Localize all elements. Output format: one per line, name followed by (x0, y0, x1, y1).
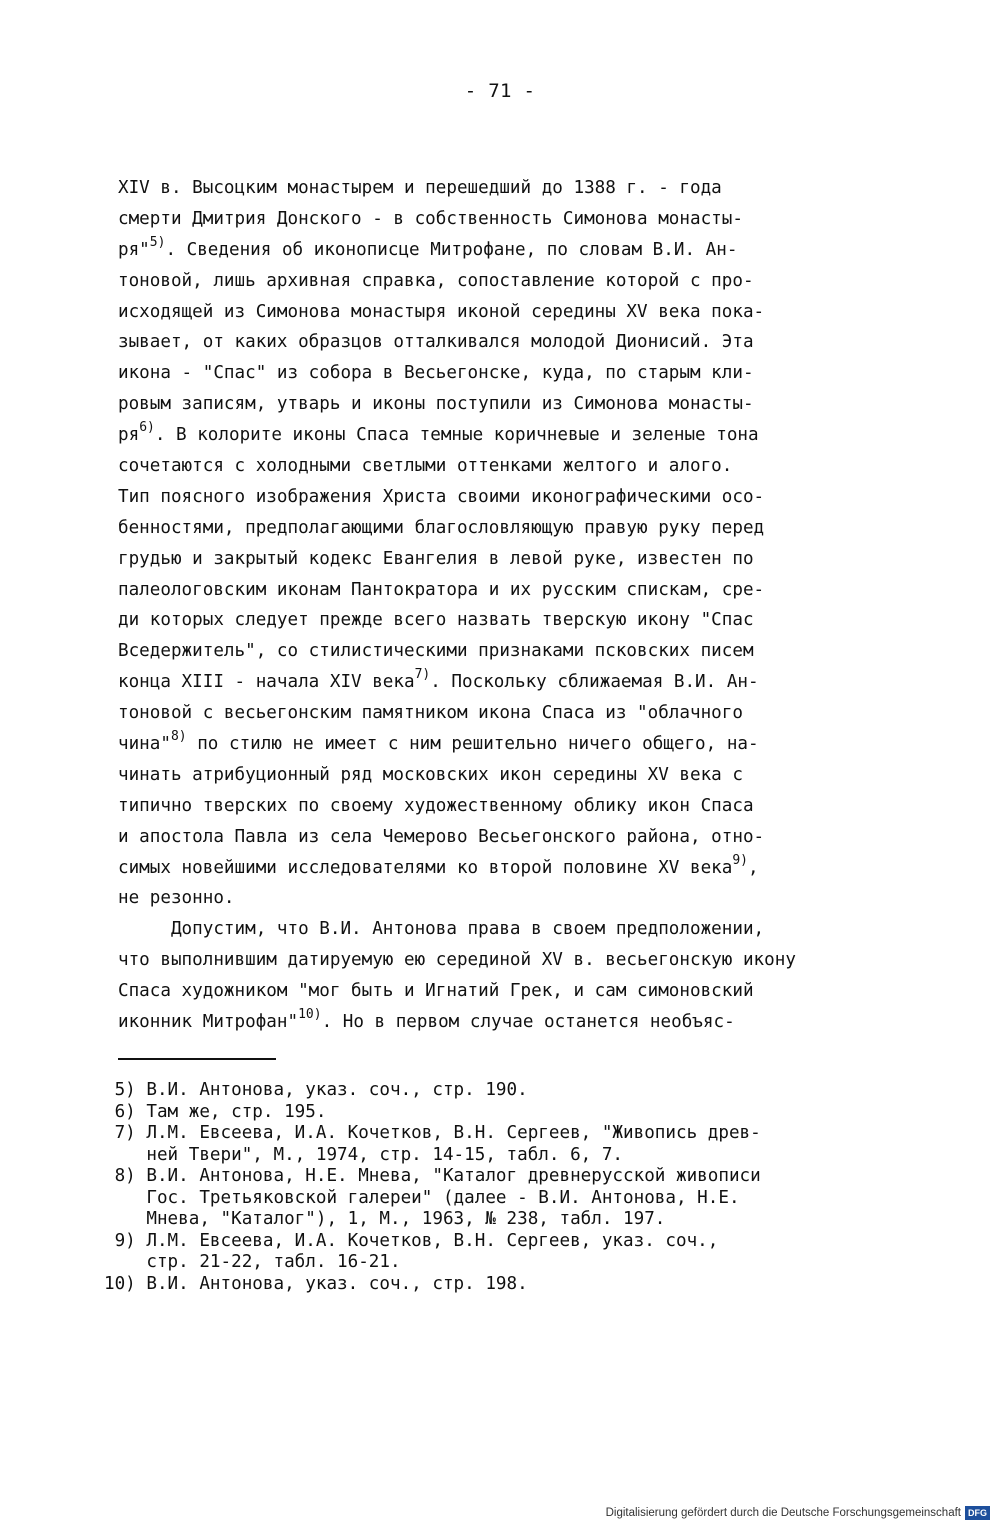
footnote-line: Гос. Третьяковской галереи" (далее - В.И. Антонова, Н.Е. (104, 1187, 740, 1208)
footnote-line: Мнева, "Каталог"), 1, М., 1963, № 238, табл. 197. (104, 1209, 666, 1229)
text-segment: XIV в. Высоцким монастырем и перешедший до 1388 г. - года (118, 178, 722, 198)
text-segment: . Но в первом случае останется необъяс- (321, 1012, 735, 1033)
text-line (118, 451, 908, 482)
footnote-ref: 8) (170, 729, 187, 745)
text-segment: смерти Дмитрия Донского - в собственность Симонова монасты- (118, 208, 743, 229)
text-line (118, 389, 908, 420)
text-segment: сочетаются с холодными светлыми оттенками желтого и алого. (118, 456, 733, 477)
text-segment: палеологовским иконам Пантократора и их русским спискам, сре- (118, 579, 765, 600)
footnote-ref: 7) (414, 667, 431, 683)
text-line (118, 420, 908, 451)
dfg-logo: DFG (965, 1506, 990, 1520)
text-line (118, 513, 908, 544)
text-segment: грудью и закрытый кодекс Евангелия в левой руке, известен по (118, 548, 754, 569)
text-line (118, 1007, 908, 1038)
footnote-ref: 10) (298, 1007, 322, 1023)
footnote-line: ней Твери", М., 1974, стр. 14-15, табл. 6, 7. (104, 1144, 624, 1165)
text-segment: иконник Митрофан" (118, 1012, 299, 1033)
text-segment: не резонно. (118, 888, 235, 909)
text-segment: ровым записям, утварь и иконы поступили из Симонова монасты- (118, 394, 754, 415)
text-line (118, 605, 908, 636)
text-line (118, 853, 908, 884)
footnote-ref: 5) (149, 234, 166, 250)
text-segment: чина" (118, 734, 171, 755)
text-segment: зывает, от каких образцов отталкивался молодой Дионисий. Эта (118, 332, 754, 353)
text-segment: Вседержитель", со стилистическими признаками псковских писем (118, 641, 754, 662)
text-segment: тоновой, лишь архивная справка, сопоставление которой с про- (118, 270, 754, 291)
text-segment: Допустим, что В.И. Антонова права в своем предположении, (118, 919, 765, 940)
footnote-line: 7) Л.М. Евсеева, И.А. Кочетков, В.Н. Сергеев, "Живопись древ- (104, 1123, 761, 1143)
footnote-line: 10) В.И. Антонова, указ. соч., стр. 198. (104, 1273, 528, 1294)
page-number: - 71 - (464, 80, 536, 102)
text-line (118, 482, 908, 513)
credit-text: Digitalisierung gefördert durch die Deutsche Forschungsgemeinschaft (605, 1507, 961, 1519)
text-segment: тоновой с весьегонским памятником икона Спаса из "облачного (118, 703, 743, 724)
text-line (118, 976, 908, 1007)
footnote-line: 8) В.И. Антонова, Н.Е. Мнева, "Каталог древнерусской живописи (104, 1166, 761, 1186)
text-segment: симых новейшими исследователями ко второй половине XV века (118, 857, 733, 878)
text-line (118, 297, 908, 328)
text-segment: бенностями, предполагающими благословляющую правую руку перед (118, 517, 765, 538)
main-text (118, 173, 908, 1038)
text-line (118, 667, 908, 698)
text-segment: . Поскольку сближаемая В.И. Ан- (430, 672, 759, 693)
digitization-credit (606, 1506, 990, 1520)
text-segment: ди которых следует прежде всего назвать тверскую икону "Спас (118, 610, 754, 631)
text-line (118, 729, 908, 760)
text-line (118, 760, 908, 791)
text-line (118, 883, 908, 914)
footnote-ref: 6) (139, 420, 155, 436)
text-segment: что выполнившим датируемую ею серединой XV в. весьегонскую икону (118, 950, 796, 971)
text-segment: . Сведения об иконописце Митрофане, по словам В.И. Ан- (165, 239, 738, 260)
text-line (118, 822, 908, 853)
text-line (118, 636, 908, 667)
footnotes (104, 1080, 904, 1295)
footnote-line: 5) В.И. Антонова, указ. соч., стр. 190. (104, 1080, 528, 1100)
text-line (118, 698, 908, 729)
text-line (118, 575, 908, 606)
text-segment: исходящей из Симонова монастыря иконой середины XV века пока- (118, 301, 765, 322)
text-line (118, 204, 908, 235)
text-line (118, 544, 908, 575)
text-segment: , (748, 857, 759, 878)
text-segment: по стилю не имеет с ним решительно ничего общего, на- (186, 734, 759, 755)
footnote-divider (118, 1058, 276, 1060)
text-line (118, 235, 908, 266)
text-segment: ря (118, 425, 140, 446)
text-segment: Спаса художником "мог быть и Игнатий Грек, и сам симоновский (118, 981, 754, 1002)
text-line (118, 266, 908, 297)
text-segment: и апостола Павла из села Чемерово Весьегонского района, отно- (118, 826, 765, 847)
text-segment: . В колорите иконы Спаса темные коричневые и зеленые тона (154, 425, 759, 446)
text-line (118, 945, 908, 976)
text-segment: икона - "Спас" из собора в Весьегонске, куда, по старым кли- (118, 363, 754, 384)
text-segment: конца XIII - начала XIV века (118, 672, 415, 693)
text-line (118, 791, 908, 822)
text-line (118, 358, 908, 389)
text-segment: типично тверских по своему художественному облику икон Спаса (118, 795, 754, 816)
footnote-ref: 9) (732, 852, 749, 868)
footnote-line: 6) Там же, стр. 195. (104, 1101, 327, 1122)
text-line (118, 173, 908, 204)
text-line (118, 914, 908, 945)
footnote-line: стр. 21-22, табл. 16-21. (104, 1252, 401, 1272)
text-line (118, 327, 908, 358)
text-segment: чинать атрибуционный ряд московских икон середины XV века с (118, 764, 743, 785)
text-segment: Тип поясного изображения Христа своими иконографическими осо- (118, 486, 765, 507)
footnote-line: 9) Л.М. Евсеева, И.А. Кочетков, В.Н. Сергеев, указ. соч., (104, 1230, 719, 1251)
text-segment: ря" (118, 239, 150, 260)
